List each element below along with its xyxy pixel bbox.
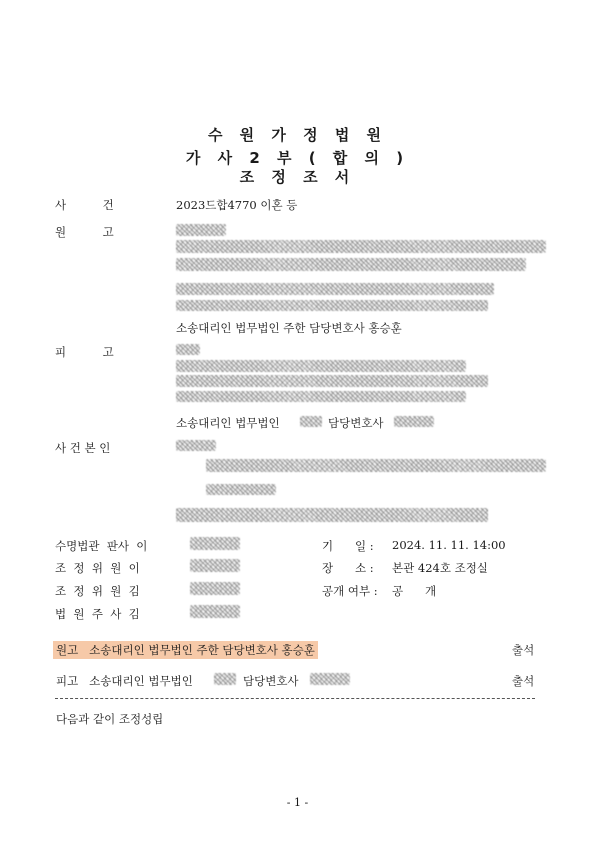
defendant-label: 피 고 [55, 345, 114, 359]
place-label: 장 소 : [322, 561, 374, 575]
redacted-principal-address-2 [206, 484, 276, 495]
public-label: 공개 여부 : [322, 584, 378, 598]
division-name: 가 사 2 부 ( 합 의 ) [185, 149, 410, 167]
page-number: - 1 - [286, 796, 309, 809]
redacted-defendant-firm [300, 416, 322, 427]
redacted-principal-address-1 [206, 459, 546, 472]
conclusion-text: 다음과 같이 조정성립 [56, 712, 164, 726]
place-value: 본관 424호 조정실 [392, 561, 488, 575]
case-label: 사 건 [55, 198, 114, 212]
official-judge-label: 수명법관 판사 이 [55, 539, 148, 553]
redacted-plaintiff-name [176, 224, 226, 236]
attendance-defendant-middle: 담당변호사 [243, 674, 299, 688]
redacted-mediator2-name [190, 582, 240, 595]
redacted-judge-name [190, 537, 240, 550]
redacted-attendance-firm [214, 673, 236, 685]
redacted-defendant-lawyer [394, 416, 434, 427]
redacted-plaintiff-address-1 [176, 240, 546, 253]
redacted-plaintiff-address-2 [176, 258, 526, 271]
plaintiff-label: 원 고 [55, 225, 114, 239]
separator-line [55, 698, 535, 699]
redacted-attendance-lawyer [310, 673, 350, 685]
attendance-defendant-status: 출석 [512, 674, 535, 688]
official-mediator2-label: 조 정 위 원 김 [55, 584, 140, 598]
defendant-agent-prefix: 소송대리인 법무법인 [176, 416, 280, 430]
plaintiff-agent: 소송대리인 법무법인 주한 담당변호사 홍승훈 [176, 321, 402, 335]
official-mediator1-label: 조 정 위 원 이 [55, 561, 140, 575]
redacted-mediator1-name [190, 559, 240, 572]
case-number: 2023드합4770 이혼 등 [176, 198, 298, 212]
redacted-defendant-address-2 [176, 375, 488, 387]
date-value: 2024. 11. 11. 14:00 [392, 538, 506, 552]
redacted-principal-name [176, 440, 216, 451]
defendant-agent-suffix: 담당변호사 [328, 416, 384, 430]
official-clerk-label: 법 원 주 사 김 [55, 607, 140, 621]
redacted-defendant-name [176, 344, 200, 355]
redacted-defendant-address-3 [176, 391, 466, 402]
principal-label: 사 건 본 인 [55, 441, 111, 455]
redacted-principal-address-3 [176, 508, 488, 522]
redacted-plaintiff-address-3 [176, 283, 494, 295]
attendance-defendant-prefix: 피고 소송대리인 법무법인 [56, 674, 193, 688]
court-name: 수 원 가 정 법 원 [207, 126, 388, 144]
attendance-plaintiff-status: 출석 [512, 643, 535, 657]
document-title: 조 정 조 서 [239, 168, 356, 186]
date-label: 기 일 : [322, 539, 374, 553]
redacted-defendant-address-1 [176, 360, 466, 372]
public-value: 공 개 [392, 584, 437, 598]
redacted-clerk-name [190, 605, 240, 618]
redacted-plaintiff-address-4 [176, 300, 488, 311]
attendance-plaintiff: 원고 소송대리인 법무법인 주한 담당변호사 홍승훈 [53, 641, 318, 659]
